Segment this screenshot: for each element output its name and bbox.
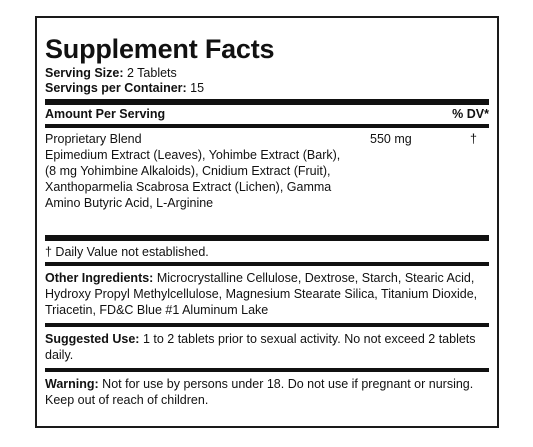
servings-label: Servings per Container: xyxy=(45,81,187,95)
divider-medium xyxy=(45,368,489,372)
divider-thick xyxy=(45,99,489,105)
proprietary-blend-row xyxy=(45,131,489,227)
amount-per-serving-header: Amount Per Serving xyxy=(45,107,166,121)
suggested-use xyxy=(45,331,489,363)
amount-header-row xyxy=(45,106,489,122)
other-ingredients-text: Microcrystalline Cellulose, Dextrose, Starch, Stearic Acid, Hydroxy Propyl Methylcellulose, Magnesium Stearate Silica, Titanium Dioxide, Triacetin, FD&C Blue #1 Aluminum Lake xyxy=(45,271,478,317)
other-ingredients-label: Other Ingredients: xyxy=(45,271,154,285)
divider-thick xyxy=(45,235,489,241)
daily-value-note: † Daily Value not established. xyxy=(45,245,209,259)
blend-amount: 550 mg xyxy=(370,132,412,146)
suggested-use-text: 1 to 2 tablets prior to sexual activity. No not exceed 2 tablets daily. xyxy=(45,332,476,362)
blend-ingredients: Epimedium Extract (Leaves), Yohimbe Extract (Bark), (8 mg Yohimbine Alkaloids), Cnidium Extract (Fruit), Xanthoparmelia Scabrosa Extract (Lichen), Gamma Amino Butyric Acid, L-Arginine xyxy=(45,148,341,210)
divider-medium xyxy=(45,262,489,266)
serving-size-label: Serving Size: xyxy=(45,66,124,80)
divider-medium xyxy=(45,124,489,128)
supplement-facts-panel xyxy=(35,16,499,428)
servings-per-container xyxy=(45,81,489,96)
warning-text: Not for use by persons under 18. Do not use if pregnant or nursing. Keep out of reach of children. xyxy=(45,377,474,407)
serving-size-value: 2 Tablets xyxy=(123,66,177,80)
warning xyxy=(45,376,489,408)
dv-header: % DV* xyxy=(452,107,489,121)
warning-label: Warning: xyxy=(45,377,99,391)
blend-dv: † xyxy=(470,132,477,146)
other-ingredients xyxy=(45,270,489,318)
panel-title: Supplement Facts xyxy=(45,34,275,64)
suggested-use-label: Suggested Use: xyxy=(45,332,140,346)
blend-name: Proprietary Blend xyxy=(45,132,142,146)
serving-size xyxy=(45,66,489,81)
divider-medium xyxy=(45,323,489,327)
panel-content xyxy=(45,18,489,408)
servings-value: 15 xyxy=(186,81,205,95)
